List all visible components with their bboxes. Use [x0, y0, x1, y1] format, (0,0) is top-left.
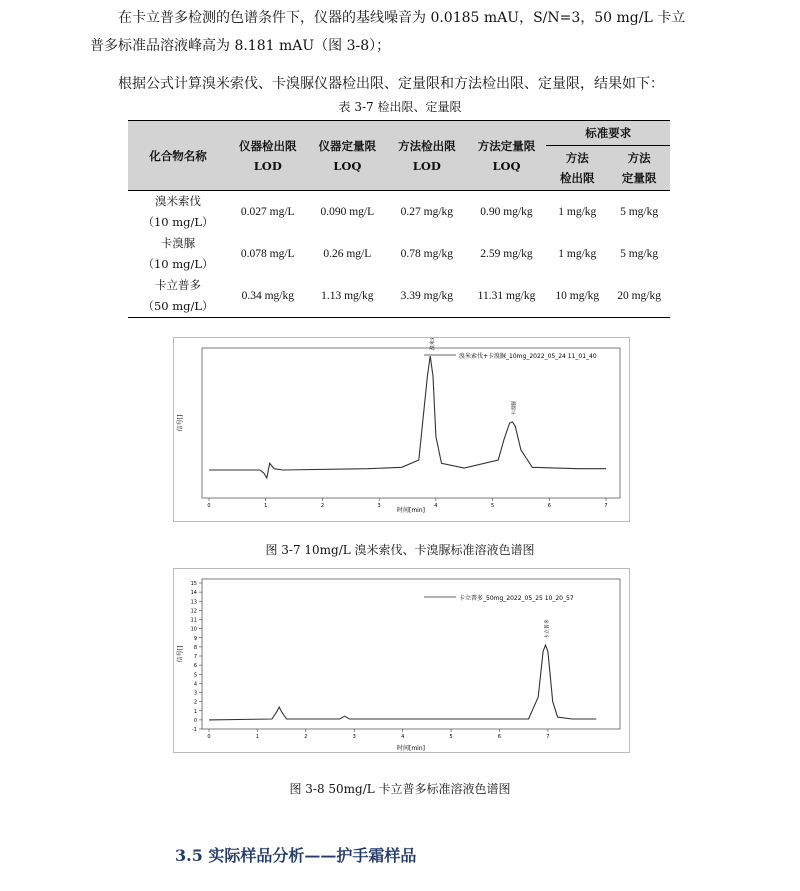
- paragraph-2: 根据公式计算溴米索伐、卡溴脲仪器检出限、定量限和方法检出限、定量限，结果如下：: [118, 76, 664, 92]
- cell: 0.90 mg/kg: [480, 205, 533, 218]
- x-tick-label: 6: [497, 734, 502, 740]
- cell: 0.027 mg/L: [240, 205, 295, 218]
- y-tick-label: -1: [192, 727, 197, 733]
- header-compound: 化合物名称: [128, 121, 228, 191]
- y-tick-label: 8: [193, 644, 197, 651]
- cell: 20 mg/kg: [617, 289, 661, 302]
- paragraph-1-line-1: 在卡立普多检测的色谱条件下，仪器的基线噪音为 0.0185 mAU，S/N=3，50 mg/L 卡立: [118, 10, 686, 26]
- x-tick-label: 2: [320, 503, 325, 509]
- y-tick-label: 0: [193, 717, 197, 724]
- y-tick-label: 6: [193, 663, 197, 670]
- x-tick-label: 5: [449, 734, 453, 740]
- x-tick-label: 0: [207, 503, 211, 509]
- cell: 1.13 mg/kg: [321, 289, 374, 302]
- y-tick-label: 9: [193, 635, 197, 642]
- x-tick-label: 1: [264, 503, 268, 509]
- x-tick-label: 2: [304, 734, 308, 740]
- x-tick-label: 0: [207, 734, 211, 740]
- figure-3-8-caption: 图 3-8 50mg/L 卡立普多标准溶液色谱图: [289, 782, 511, 796]
- x-tick-label: 3: [352, 734, 356, 740]
- header-meth-loq: 方法定量限 LOQ: [467, 121, 547, 191]
- header-standard: 标准要求: [546, 121, 670, 146]
- legend-label: 溴米索伐+卡溴脲_10mg_2022_05_24 11_01_40: [459, 353, 597, 360]
- peak-label-1: 卡立普多: [544, 619, 551, 640]
- section-heading: 3.5 实际样品分析——护手霜样品: [175, 846, 417, 865]
- series-line: [209, 356, 606, 478]
- y-tick-label: 15: [190, 581, 197, 587]
- y-tick-label: 1: [193, 708, 197, 715]
- table-row: [128, 275, 670, 318]
- cell: 1 mg/kg: [558, 247, 597, 260]
- chromatogram-3-7: [173, 337, 630, 522]
- y-tick-label: 14: [190, 590, 197, 597]
- chromatogram-3-8-svg: [174, 569, 629, 752]
- figure-3-7-caption: 图 3-7 10mg/L 溴米索伐、卡溴脲标准溶液色谱图: [265, 543, 535, 557]
- header-inst-loq: 仪器定量限 LOQ: [308, 121, 388, 191]
- cell: 0.78 mg/kg: [400, 247, 454, 260]
- x-tick-label: 5: [490, 503, 495, 509]
- cell: 3.39 mg/kg: [400, 289, 454, 302]
- y-tick-label: 10: [190, 626, 197, 633]
- y-tick-label: 11: [190, 617, 197, 624]
- header-std-lod: 方法 检出限: [546, 146, 608, 191]
- y-axis-label: 信号[]: [177, 414, 184, 432]
- cell: 5 mg/kg: [620, 247, 659, 260]
- y-tick-label: 7: [193, 654, 197, 660]
- cell: 11.31 mg/kg: [477, 289, 536, 302]
- series-line: [209, 645, 596, 720]
- x-axis-label: 时间[min]: [397, 507, 425, 514]
- x-tick-label: 3: [377, 503, 381, 509]
- peak-label-1: 溴米索伐: [430, 338, 437, 351]
- cell: 0.090 mg/L: [320, 205, 375, 218]
- x-tick-label: 4: [401, 734, 405, 740]
- x-tick-label: 7: [546, 734, 550, 740]
- y-tick-label: 2: [193, 699, 197, 706]
- cell: 0.27 mg/kg: [400, 205, 454, 218]
- paragraph-1-line-2: 普多标准品溶液峰高为 8.181 mAU（图 3-8）；: [90, 38, 391, 54]
- lod-loq-table: [128, 120, 670, 318]
- cell: 10 mg/kg: [555, 289, 600, 302]
- x-tick-label: 7: [604, 503, 608, 509]
- x-tick-label: 1: [255, 734, 260, 740]
- table-row: [128, 191, 670, 234]
- header-inst-lod: 仪器检出限 LOD: [228, 121, 308, 191]
- header-std-loq: 方法 定量限: [608, 146, 670, 191]
- cell: 2.59 mg/kg: [480, 247, 533, 260]
- x-tick-label: 6: [547, 503, 551, 509]
- table-caption: 表 3-7 检出限、定量限: [338, 100, 462, 114]
- y-tick-label: 12: [190, 608, 197, 615]
- x-axis-label: 时间[min]: [397, 745, 425, 752]
- paragraph-1: [90, 4, 750, 60]
- y-tick-label: 3: [193, 690, 197, 697]
- cell: 1 mg/kg: [558, 205, 597, 218]
- chromatogram-3-7-svg: [174, 338, 629, 521]
- cell: 0.34 mg/kg: [241, 289, 294, 302]
- peak-label-2: 卡溴脲: [511, 400, 518, 416]
- y-axis-label: 信号[]: [177, 645, 184, 663]
- compound-cell: 卡溴脲 （10 mg/L）: [142, 236, 214, 271]
- y-tick-label: 5: [193, 672, 197, 679]
- cell: 0.078 mg/L: [240, 247, 295, 260]
- compound-cell: 溴米索伐 （10 mg/L）: [142, 194, 214, 229]
- header-meth-lod: 方法检出限 LOD: [387, 121, 467, 191]
- y-tick-label: 13: [190, 599, 197, 606]
- table-row: [128, 233, 670, 275]
- y-tick-label: 4: [193, 681, 197, 688]
- cell: 5 mg/kg: [620, 205, 659, 218]
- compound-cell: 卡立普多 （50 mg/L）: [142, 278, 214, 313]
- legend-label: 卡立普多_50mg_2022_05_25 10_20_57: [459, 595, 574, 602]
- chromatogram-3-8: [173, 568, 630, 753]
- cell: 0.26 mg/L: [323, 247, 372, 260]
- x-tick-label: 4: [434, 503, 438, 509]
